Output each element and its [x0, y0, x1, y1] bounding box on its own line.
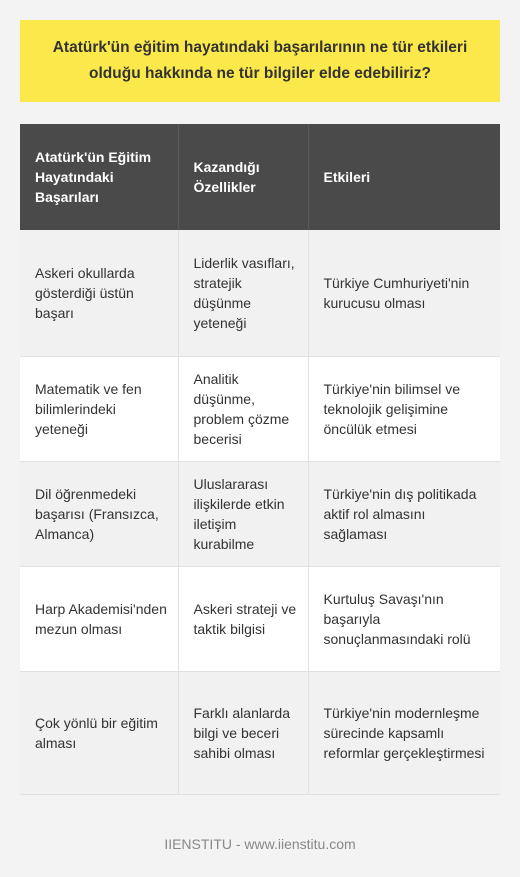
effect-cell: Kurtuluş Savaşı'nın başarıyla sonuçlanmasındaki rolü: [308, 567, 500, 672]
header-gained-traits: Kazandığı Özellikler: [178, 124, 308, 230]
comparison-table-container: [20, 124, 500, 795]
table-row: [20, 230, 500, 357]
trait-cell: Askeri strateji ve taktik bilgisi: [178, 567, 308, 672]
achievement-cell: Harp Akademisi'nden mezun olması: [20, 567, 178, 672]
effect-cell: Türkiye'nin modernleşme sürecinde kapsamlı reformlar gerçekleştirmesi: [308, 672, 500, 795]
table-row: [20, 567, 500, 672]
trait-cell: Uluslararası ilişkilerde etkin iletişim kurabilme: [178, 462, 308, 567]
page-title: Atatürk'ün eğitim hayatındaki başarılarının ne tür etkileri olduğu hakkında ne tür bilgiler elde edebiliriz?: [52, 39, 468, 82]
table-row: [20, 672, 500, 795]
title-banner: [20, 20, 500, 102]
achievement-cell: Dil öğrenmedeki başarısı (Fransızca, Almanca): [20, 462, 178, 567]
header-achievements: Atatürk'ün Eğitim Hayatındaki Başarıları: [20, 124, 178, 230]
table-row: [20, 357, 500, 462]
trait-cell: Farklı alanlarda bilgi ve beceri sahibi olması: [178, 672, 308, 795]
achievement-cell: Askeri okullarda gösterdiği üstün başarı: [20, 230, 178, 357]
achievement-cell: Çok yönlü bir eğitim alması: [20, 672, 178, 795]
achievement-cell: Matematik ve fen bilimlerindeki yeteneği: [20, 357, 178, 462]
header-effects: Etkileri: [308, 124, 500, 230]
effect-cell: Türkiye Cumhuriyeti'nin kurucusu olması: [308, 230, 500, 357]
effect-cell: Türkiye'nin dış politikada aktif rol almasını sağlaması: [308, 462, 500, 567]
trait-cell: Analitik düşünme, problem çözme becerisi: [178, 357, 308, 462]
table-row: [20, 462, 500, 567]
table-header-row: [20, 124, 500, 230]
effect-cell: Türkiye'nin bilimsel ve teknolojik gelişimine öncülük etmesi: [308, 357, 500, 462]
comparison-table: [20, 124, 500, 795]
footer-credit: IIENSTITU - www.iienstitu.com: [164, 836, 356, 852]
trait-cell: Liderlik vasıfları, stratejik düşünme yeteneği: [178, 230, 308, 357]
